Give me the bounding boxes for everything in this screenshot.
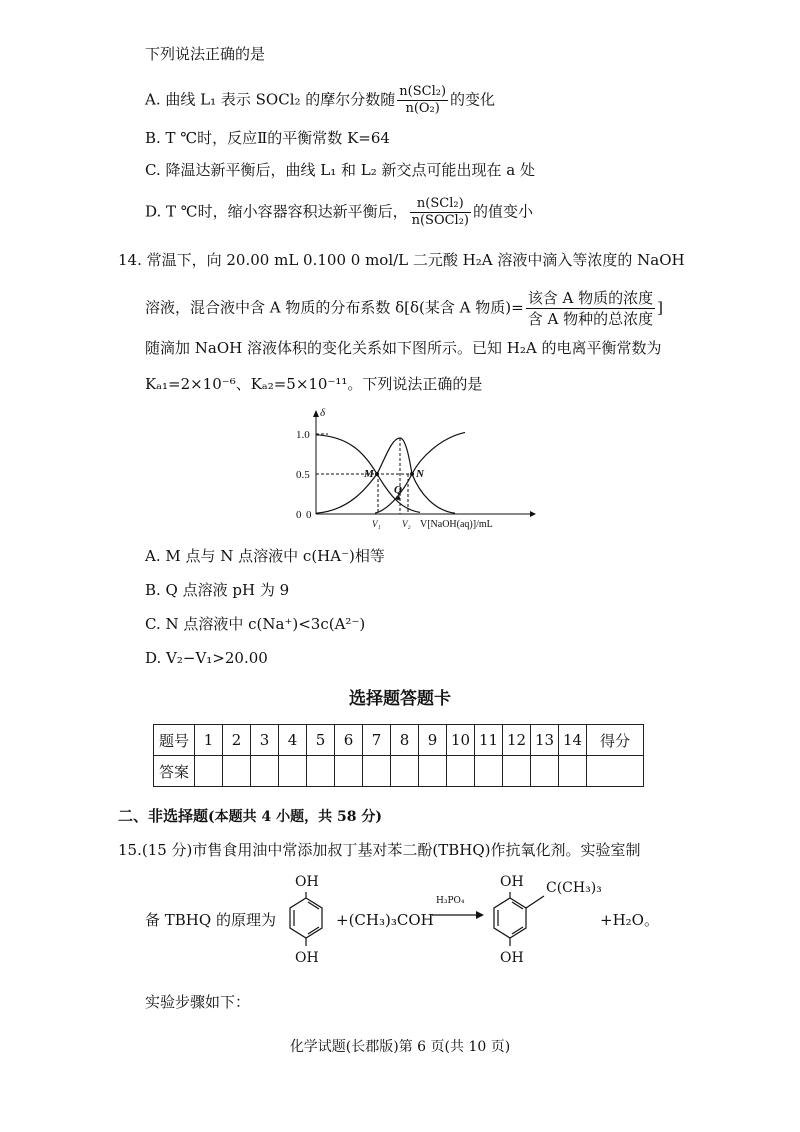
card-number-3: 3 — [251, 725, 279, 756]
distribution-chart — [280, 405, 550, 530]
answer-card — [153, 724, 644, 787]
y-axis-arrow-icon — [313, 410, 319, 417]
q13-option-d-denominator: n(SOCl₂) — [411, 213, 469, 228]
card-answer-cell — [335, 756, 363, 787]
card-label-answer: 答案 — [154, 756, 195, 787]
section-2-title: 二、非选择题 — [118, 807, 209, 825]
q14-delta-numerator: 该含 A 物质的浓度 — [527, 289, 654, 307]
point-m — [375, 472, 379, 476]
q13-option-b: B. T ℃时，反应Ⅱ的平衡常数 K=64 — [145, 129, 390, 147]
q13-option-a-prefix: A. 曲线 L₁ 表示 SOCl₂ 的摩尔分数随 — [145, 90, 396, 109]
q14-delta-denominator: 含 A 物种的总浓度 — [527, 310, 654, 328]
card-answer-cell — [363, 756, 391, 787]
product-oh-top: OH — [500, 874, 524, 890]
card-answer-cell — [559, 756, 587, 787]
point-label-n: N — [416, 468, 424, 480]
x-axis-arrow-icon — [530, 511, 536, 517]
x-mark-v2: V₂ — [402, 519, 411, 529]
q14-option-d: D. V₂−V₁>20.00 — [145, 649, 268, 667]
section-2-note: (本题共 4 小题，共 58 分) — [208, 809, 382, 825]
card-answer-cell — [279, 756, 307, 787]
point-q — [396, 496, 400, 500]
q13-option-d — [145, 196, 533, 229]
answer-card-title: 选择题答题卡 — [349, 689, 451, 709]
x-mark-v1: V₁ — [372, 519, 381, 529]
answer-card-table — [153, 724, 644, 787]
y-tick-label: 0.5 — [296, 469, 310, 481]
card-answer-cell — [447, 756, 475, 787]
x-axis-label: V[NaOH(aq)]/mL — [420, 519, 493, 530]
q15-steps: 实验步骤如下： — [145, 993, 251, 1011]
q14-option-a: A. M 点与 N 点溶液中 c(HA⁻)相等 — [145, 547, 385, 565]
q15-line-2: 备 TBHQ 的原理为 — [145, 911, 276, 929]
q14-line-2-prefix: 溶液，混合液中含 A 物质的分布系数 δ[δ(某含 A 物质)= — [145, 298, 524, 317]
card-number-12: 12 — [503, 725, 531, 756]
card-answer-cell — [195, 756, 223, 787]
q13-option-d-prefix: D. T ℃时，缩小容器容积达新平衡后， — [145, 202, 408, 221]
card-answer-cell — [307, 756, 335, 787]
y-tick-label: 1.0 — [296, 429, 310, 441]
product-tert-butyl: C(CH₃)₃ — [546, 880, 602, 896]
q13-stem: 下列说法正确的是 — [145, 45, 266, 63]
q14-delta-fraction — [526, 288, 655, 329]
answer-card-row-numbers — [154, 725, 644, 756]
point-n — [410, 472, 414, 476]
q13-option-a-numerator: n(SCl₂) — [399, 84, 447, 99]
series-line-ha — [316, 438, 455, 513]
card-number-10: 10 — [447, 725, 475, 756]
card-answer-cell — [531, 756, 559, 787]
card-score-label: 得分 — [587, 725, 644, 756]
q14-line-3: 随滴加 NaOH 溶液体积的变化关系如下图所示。已知 H₂A 的电离平衡常数为 — [145, 339, 662, 357]
reactant-oh-bottom: OH — [295, 950, 319, 966]
card-label-number: 题号 — [154, 725, 195, 756]
q15-line-1: 15.(15 分)市售食用油中常添加叔丁基对苯二酚(TBHQ)作抗氧化剂。实验室制 — [118, 841, 641, 859]
card-answer-cell — [251, 756, 279, 787]
card-number-7: 7 — [363, 725, 391, 756]
q13-option-c: C. 降温达新平衡后，曲线 L₁ 和 L₂ 新交点可能出现在 a 处 — [145, 161, 535, 179]
section-2-heading — [118, 806, 382, 827]
q13-option-d-suffix: 的值变小 — [473, 202, 534, 221]
card-answer-cell — [503, 756, 531, 787]
reactant-oh-top: OH — [295, 874, 319, 890]
card-answer-cell — [391, 756, 419, 787]
origin-label: 0 — [306, 509, 312, 521]
q14-option-b: B. Q 点溶液 pH 为 9 — [145, 581, 290, 599]
q13-option-a-suffix: 的变化 — [450, 90, 496, 109]
q14-option-c: C. N 点溶液中 c(Na⁺)<3c(A²⁻) — [145, 615, 366, 633]
q13-option-a — [145, 84, 495, 117]
q15-water: +H₂O。 — [600, 911, 659, 929]
card-answer-cell — [223, 756, 251, 787]
reaction-arrow-icon — [432, 910, 484, 920]
page-footer: 化学试题(长郡版)第 6 页(共 10 页) — [289, 1039, 511, 1055]
product-oh-bottom: OH — [500, 950, 524, 966]
answer-card-row-answers — [154, 756, 644, 787]
y-axis-label: δ — [320, 407, 326, 419]
card-score-cell — [587, 756, 644, 787]
card-answer-cell — [475, 756, 503, 787]
q13-option-d-numerator: n(SCl₂) — [410, 196, 471, 213]
point-label-m: M — [364, 468, 374, 480]
card-number-11: 11 — [475, 725, 503, 756]
card-number-5: 5 — [307, 725, 335, 756]
y-tick-label: 0 — [296, 509, 302, 521]
card-number-14: 14 — [559, 725, 587, 756]
card-number-4: 4 — [279, 725, 307, 756]
q15-catalyst: H₃PO₄ — [436, 896, 465, 906]
q14-line-4: Kₐ₁=2×10⁻⁶、Kₐ₂=5×10⁻¹¹。下列说法正确的是 — [145, 375, 483, 393]
point-label-q: Q — [394, 484, 402, 496]
q14-line-2-suffix: ] — [657, 298, 663, 317]
q15-reagent: +(CH₃)₃COH — [336, 911, 434, 929]
card-number-8: 8 — [391, 725, 419, 756]
card-number-6: 6 — [335, 725, 363, 756]
tbhq-structure — [490, 892, 550, 946]
q13-option-a-denominator: n(O₂) — [405, 101, 440, 116]
card-number-2: 2 — [223, 725, 251, 756]
card-number-13: 13 — [531, 725, 559, 756]
q13-option-d-fraction — [410, 196, 471, 229]
q14-line-2 — [145, 288, 663, 329]
card-number-9: 9 — [419, 725, 447, 756]
hydroquinone-structure — [286, 892, 326, 946]
q14-line-1: 14. 常温下，向 20.00 mL 0.100 0 mol/L 二元酸 H₂A 溶液中滴入等浓度的 NaOH — [118, 251, 685, 269]
q13-option-a-fraction — [397, 84, 448, 117]
card-answer-cell — [419, 756, 447, 787]
card-number-1: 1 — [195, 725, 223, 756]
